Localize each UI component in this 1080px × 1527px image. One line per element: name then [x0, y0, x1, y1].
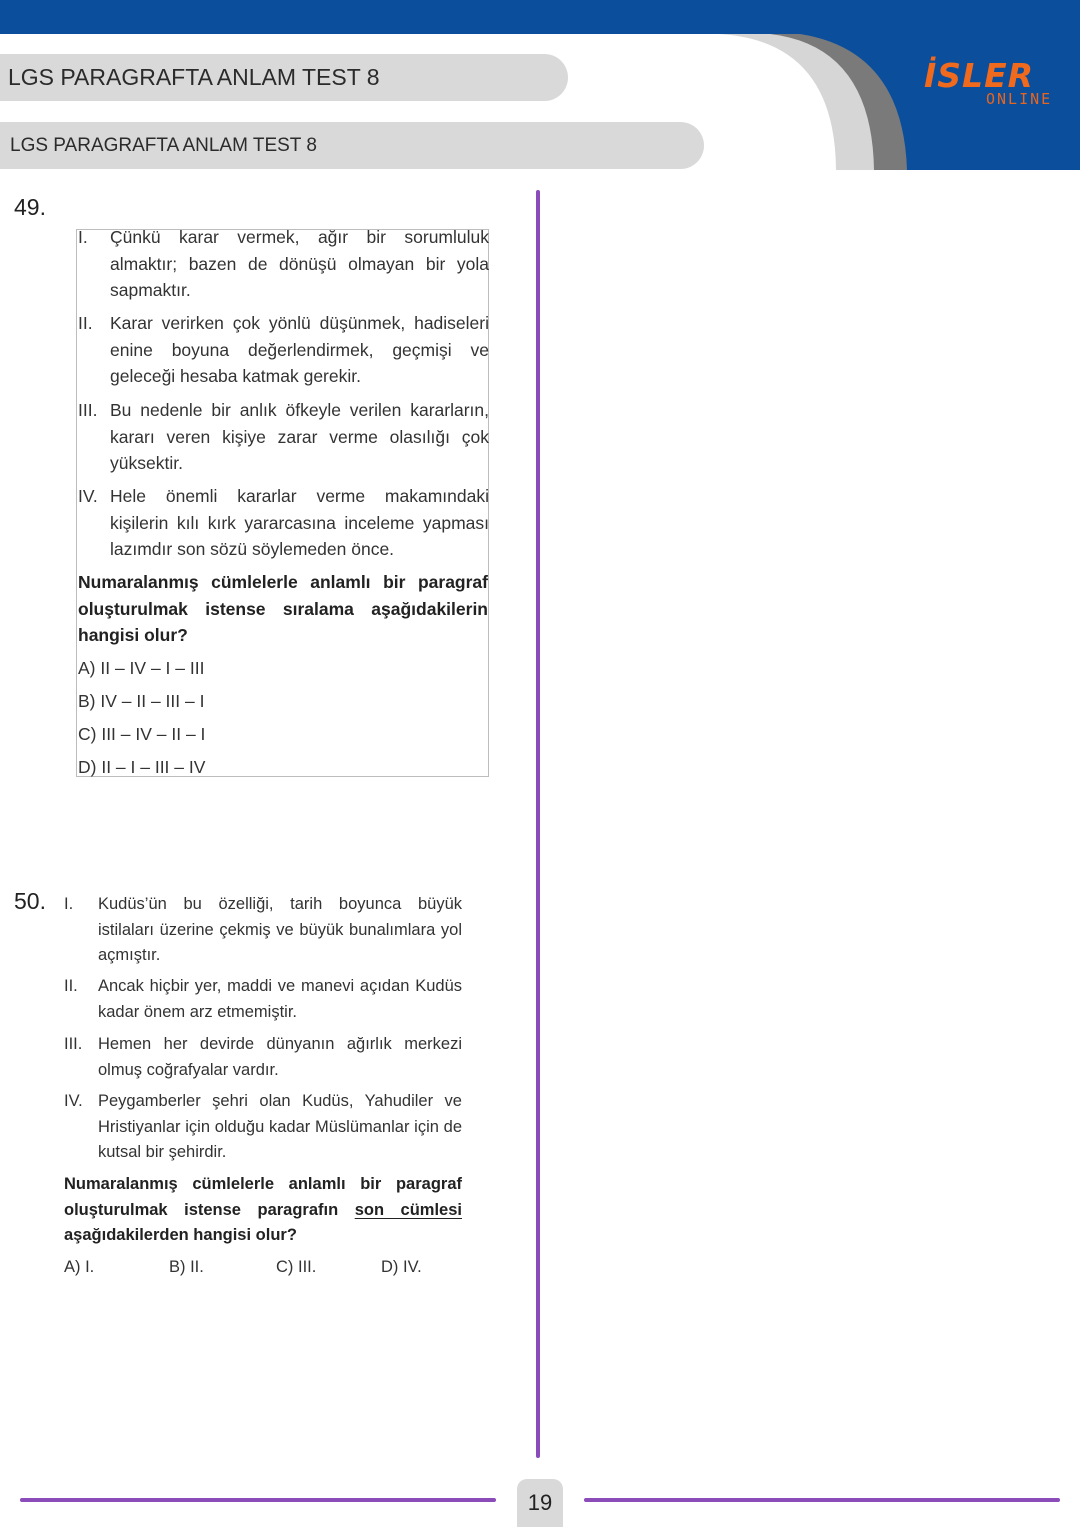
q50-item-1-text: Kudüs’ün bu özelliği, tarih boyunca büyük istilaları üzerine çekmiş ve büyük bunalımlara yol açmıştır.: [98, 895, 462, 964]
logo-subtext: ONLINE: [986, 90, 1053, 108]
column-divider: [536, 190, 540, 1458]
q50-stem-emphasis: son cümlesi: [354, 1200, 462, 1219]
question-number-49: 49.: [14, 194, 46, 220]
q50-stem-part2: aşağıdakilerden hangisi olur?: [64, 1226, 297, 1244]
footer-line-right: [584, 1498, 1060, 1502]
q50-item-3-numeral: III.: [64, 1035, 83, 1053]
q50-option-a[interactable]: A) I.: [64, 1258, 95, 1276]
q50-item-2-text: Ancak hiçbir yer, maddi ve manevi açıdan Kudüs kadar önem arz etmemiştir.: [98, 977, 462, 1021]
q49-option-b[interactable]: B) IV – II – III – I: [78, 691, 205, 711]
logo-wordmark: İSLER: [924, 56, 1035, 95]
q50-item-4-text: Peygamberler şehri olan Kudüs, Yahudiler ve Hristiyanlar için olduğu kadar Müslümanlar için de kutsal bir şehirdir.: [98, 1092, 462, 1161]
q50-item-4-numeral: IV.: [64, 1092, 83, 1110]
q49-item-3-numeral: III.: [78, 400, 98, 420]
q50-option-c[interactable]: C) III.: [276, 1258, 317, 1276]
page-title: LGS PARAGRAFTA ANLAM TEST 8: [0, 54, 568, 101]
page-subtitle: LGS PARAGRAFTA ANLAM TEST 8: [0, 122, 704, 169]
q49-option-a[interactable]: A) II – IV – I – III: [78, 658, 205, 678]
q49-item-4-numeral: IV.: [78, 486, 98, 506]
q49-item-2-text: Karar verirken çok yönlü düşünmek, hadiseleri enine boyuna değerlendirmek, geçmişi ve geleceği hesaba katmak gerekir.: [110, 313, 489, 386]
q50-item-1-numeral: I.: [64, 895, 74, 913]
q49-option-d[interactable]: D) II – I – III – IV: [78, 757, 206, 777]
brand-logo: [924, 56, 1064, 116]
footer-line-left: [20, 1498, 496, 1502]
question-number-50: 50.: [14, 888, 46, 914]
q50-item-2-numeral: II.: [64, 977, 78, 995]
q49-item-4-text: Hele önemli kararlar verme makamındaki kişilerin kılı kırk yararcasına inceleme yapması lazımdır son sözü söylemeden önce.: [110, 486, 489, 559]
q50-item-3-text: Hemen her devirde dünyanın ağırlık merkezi olmuş coğrafyalar vardır.: [98, 1035, 462, 1079]
q49-item-1-text: Çünkü karar vermek, ağır bir sorumluluk almaktır; bazen de dönüşü olmayan bir yola sapmaktır.: [110, 227, 489, 300]
q49-question-stem: Numaralanmış cümlelerle anlamlı bir paragraf oluşturulmak istense sıralama aşağıdakilerin hangisi olur?: [78, 572, 488, 645]
q49-item-1-numeral: I.: [78, 227, 88, 247]
q49-item-3-text: Bu nedenle bir anlık öfkeyle verilen kararların, kararı veren kişiye zarar verme olasılığı çok yüksektir.: [110, 400, 489, 473]
q50-stem-part1: Numaralanmış cümlelerle anlamlı bir paragraf oluşturulmak istense paragrafın: [64, 1175, 462, 1219]
q50-option-d[interactable]: D) IV.: [381, 1258, 422, 1276]
q50-question-stem: [64, 1172, 462, 1249]
page-number: 19: [517, 1479, 563, 1527]
q50-option-b[interactable]: B) II.: [169, 1258, 204, 1276]
q49-item-2-numeral: II.: [78, 313, 93, 333]
q49-option-c[interactable]: C) III – IV – II – I: [78, 724, 206, 744]
